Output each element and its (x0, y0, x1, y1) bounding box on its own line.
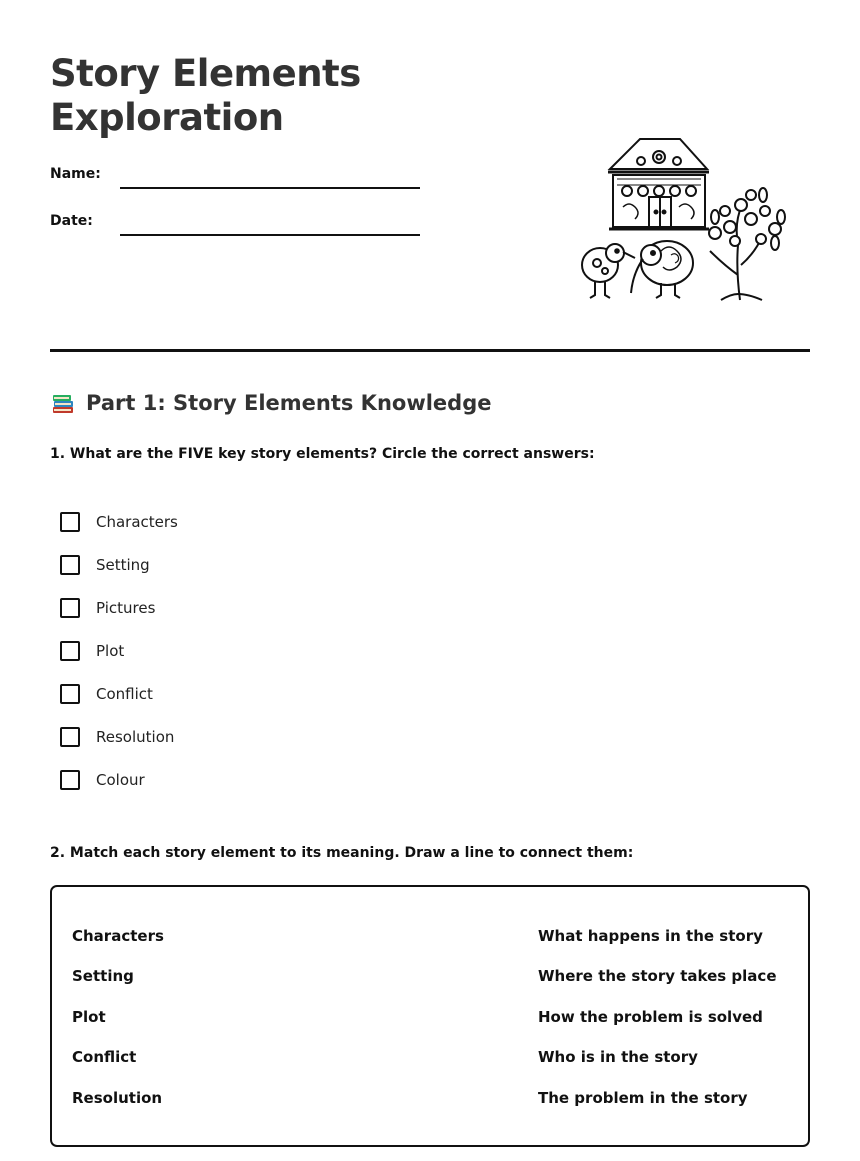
option-label: Colour (96, 771, 145, 789)
part1-heading-text: Part 1: Story Elements Knowledge (86, 391, 492, 415)
option-pictures[interactable] (60, 596, 155, 620)
name-line[interactable] (120, 187, 420, 189)
option-resolution[interactable] (60, 725, 174, 749)
kiwi-icon (631, 241, 693, 298)
option-label: Plot (96, 642, 125, 660)
matching-box (50, 885, 810, 1147)
match-definition[interactable]: Where the story takes place (538, 967, 777, 985)
illustration-house-birds-tree (575, 135, 790, 305)
checkbox[interactable] (60, 684, 80, 704)
option-setting[interactable] (60, 553, 150, 577)
match-definition[interactable]: Who is in the story (538, 1048, 698, 1066)
match-term[interactable]: Setting (72, 967, 134, 985)
checkbox[interactable] (60, 555, 80, 575)
checkbox[interactable] (60, 641, 80, 661)
part1-heading (50, 390, 491, 416)
checkbox[interactable] (60, 512, 80, 532)
option-plot[interactable] (60, 639, 124, 663)
option-characters[interactable] (60, 510, 178, 534)
option-conflict[interactable] (60, 682, 153, 706)
section-divider (50, 349, 810, 352)
bird-icon (582, 244, 635, 298)
option-label: Conflict (96, 685, 153, 703)
option-label: Setting (96, 556, 150, 574)
title-line-2: Exploration (50, 96, 284, 139)
worksheet-title (50, 52, 361, 140)
match-term[interactable]: Resolution (72, 1089, 163, 1107)
match-definition[interactable]: The problem in the story (538, 1089, 748, 1107)
option-label: Resolution (96, 728, 175, 746)
match-definition[interactable]: What happens in the story (538, 927, 763, 945)
checkbox[interactable] (60, 770, 80, 790)
match-definition[interactable]: How the problem is solved (538, 1008, 763, 1026)
match-term[interactable]: Conflict (72, 1048, 137, 1066)
tree-icon (709, 188, 785, 300)
option-colour[interactable] (60, 768, 145, 792)
question-2: 2. Match each story element to its meaning. Draw a line to connect them: (50, 845, 634, 861)
checkbox[interactable] (60, 727, 80, 747)
checkbox[interactable] (60, 598, 80, 618)
date-label: Date: (50, 213, 93, 229)
books-icon (50, 390, 76, 416)
option-label: Pictures (96, 599, 156, 617)
match-term[interactable]: Characters (72, 927, 164, 945)
name-label: Name: (50, 166, 101, 182)
match-term[interactable]: Plot (72, 1008, 106, 1026)
option-label: Characters (96, 513, 178, 531)
question-1: 1. What are the FIVE key story elements? Circle the correct answers: (50, 446, 595, 462)
house-icon (608, 139, 709, 229)
date-line[interactable] (120, 234, 420, 236)
title-line-1: Story Elements (50, 52, 361, 95)
